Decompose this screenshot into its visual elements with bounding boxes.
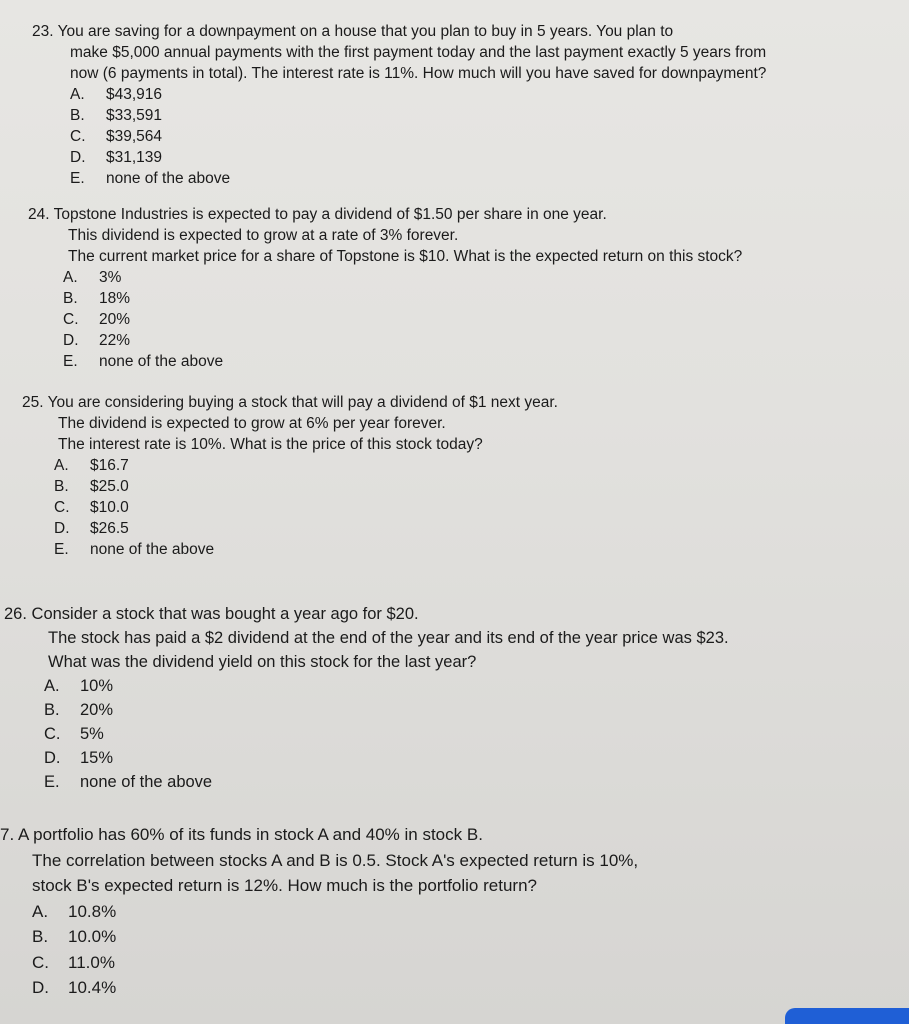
- option-text: 15%: [80, 749, 114, 767]
- option-letter: D.: [32, 978, 49, 997]
- option-letter: D.: [54, 520, 70, 537]
- option-text: none of the above: [99, 353, 224, 370]
- question-text-line: The dividend is expected to grow at 6% per year forever.: [58, 415, 446, 432]
- option-text: 3%: [99, 269, 122, 286]
- question-23: [32, 21, 766, 189]
- option-text: 10.0%: [68, 927, 117, 946]
- option-letter: C.: [44, 725, 61, 743]
- option-letter: C.: [32, 952, 49, 972]
- option-text: none of the above: [90, 541, 215, 558]
- option-text: $43,916: [106, 86, 163, 103]
- question-24: [28, 204, 742, 372]
- option-text: 11.0%: [68, 952, 115, 972]
- answer-option[interactable]: [54, 476, 558, 497]
- answer-option[interactable]: [54, 539, 558, 560]
- answer-option[interactable]: [63, 351, 742, 372]
- option-text: none of the above: [106, 170, 231, 187]
- answer-option[interactable]: [32, 975, 638, 1001]
- answer-option[interactable]: [44, 770, 729, 794]
- answer-option[interactable]: [32, 924, 638, 950]
- question-27: [0, 822, 638, 1001]
- option-letter: B.: [44, 701, 60, 719]
- option-text: none of the above: [80, 773, 213, 791]
- answer-option[interactable]: [54, 455, 558, 476]
- option-letter: E.: [63, 353, 78, 370]
- answer-option[interactable]: [44, 698, 729, 722]
- option-text: 10.8%: [68, 901, 117, 921]
- question-text-line: You are saving for a downpayment on a house that you plan to buy in 5 years. You plan to: [57, 23, 674, 40]
- answer-option[interactable]: [70, 126, 766, 147]
- option-letter: B.: [63, 290, 78, 307]
- question-number: 26.: [4, 605, 27, 623]
- answer-option[interactable]: [63, 288, 742, 309]
- question-26: [4, 602, 729, 794]
- question-number: 23.: [32, 23, 54, 40]
- option-text: 20%: [99, 311, 131, 328]
- option-letter: B.: [70, 107, 85, 124]
- answer-options: [32, 899, 638, 1001]
- option-letter: A.: [44, 677, 60, 695]
- question-stem: [32, 21, 766, 84]
- option-text: $25.0: [90, 478, 129, 495]
- question-text-line: The stock has paid a $2 dividend at the end of the year and its end of the year price was $23.: [48, 629, 729, 647]
- option-text: $39,564: [106, 128, 163, 145]
- question-text-line: now (6 payments in total). The interest rate is 11%. How much will you have saved for downpayment?: [70, 65, 767, 82]
- question-text-line: This dividend is expected to grow at a rate of 3% forever.: [68, 227, 459, 244]
- question-text-line: What was the dividend yield on this stock for the last year?: [48, 653, 477, 671]
- answer-options: [44, 674, 729, 794]
- option-letter: C.: [54, 499, 70, 516]
- option-letter: E.: [54, 541, 69, 558]
- option-text: 5%: [80, 725, 104, 743]
- question-text-line: The correlation between stocks A and B is 0.5. Stock A's expected return is 10%,: [32, 850, 639, 870]
- question-text-line: The current market price for a share of Topstone is $10. What is the expected return on this stock?: [68, 248, 743, 265]
- option-letter: A.: [32, 901, 49, 921]
- option-letter: C.: [70, 128, 86, 145]
- answer-option[interactable]: [70, 147, 766, 168]
- option-letter: D.: [63, 332, 79, 349]
- option-text: $10.0: [90, 499, 129, 516]
- answer-options: [70, 84, 766, 189]
- option-text: 22%: [99, 332, 131, 349]
- question-number: 7.: [0, 825, 15, 844]
- option-text: 10.4%: [68, 978, 117, 997]
- answer-option[interactable]: [70, 105, 766, 126]
- option-text: $33,591: [106, 107, 163, 124]
- question-number: 24.: [28, 206, 50, 223]
- answer-option[interactable]: [54, 497, 558, 518]
- question-text-line: You are considering buying a stock that will pay a dividend of $1 next year.: [47, 394, 558, 411]
- option-letter: C.: [63, 311, 79, 328]
- answer-options: [54, 455, 558, 560]
- option-letter: A.: [70, 86, 85, 103]
- answer-option[interactable]: [54, 518, 558, 539]
- option-text: 10%: [80, 677, 114, 695]
- answer-option[interactable]: [63, 309, 742, 330]
- question-stem: [22, 392, 558, 455]
- answer-option[interactable]: [44, 722, 729, 746]
- answer-option[interactable]: [44, 746, 729, 770]
- question-stem: [28, 204, 742, 267]
- answer-options: [63, 267, 742, 372]
- option-letter: E.: [70, 170, 85, 187]
- question-text-line: A portfolio has 60% of its funds in stock A and 40% in stock B.: [17, 825, 483, 844]
- question-25: [22, 392, 558, 560]
- option-letter: D.: [44, 749, 61, 767]
- question-stem: [0, 822, 638, 899]
- answer-option[interactable]: [44, 674, 729, 698]
- answer-option[interactable]: [63, 267, 742, 288]
- option-text: $31,139: [106, 149, 163, 166]
- option-text: 18%: [99, 290, 131, 307]
- answer-option[interactable]: [63, 330, 742, 351]
- option-text: $26.5: [90, 520, 129, 537]
- option-text: 20%: [80, 701, 114, 719]
- answer-option[interactable]: [70, 84, 766, 105]
- question-text-line: Consider a stock that was bought a year ago for $20.: [31, 605, 419, 623]
- question-stem: [4, 602, 729, 674]
- answer-option[interactable]: [32, 950, 638, 976]
- question-text-line: make $5,000 annual payments with the first payment today and the last payment exactly 5 years from: [70, 44, 767, 61]
- option-letter: D.: [70, 149, 86, 166]
- overlay-tab[interactable]: [785, 1008, 909, 1024]
- question-text-line: stock B's expected return is 12%. How much is the portfolio return?: [32, 876, 537, 895]
- question-number: 25.: [22, 394, 44, 411]
- answer-option[interactable]: [70, 168, 766, 189]
- option-letter: B.: [54, 478, 69, 495]
- answer-option[interactable]: [32, 899, 638, 925]
- option-letter: B.: [32, 927, 49, 946]
- option-text: $16.7: [90, 457, 129, 474]
- question-text-line: Topstone Industries is expected to pay a dividend of $1.50 per share in one year.: [53, 206, 607, 223]
- option-letter: E.: [44, 773, 60, 791]
- option-letter: A.: [63, 269, 78, 286]
- question-text-line: The interest rate is 10%. What is the price of this stock today?: [58, 436, 483, 453]
- option-letter: A.: [54, 457, 69, 474]
